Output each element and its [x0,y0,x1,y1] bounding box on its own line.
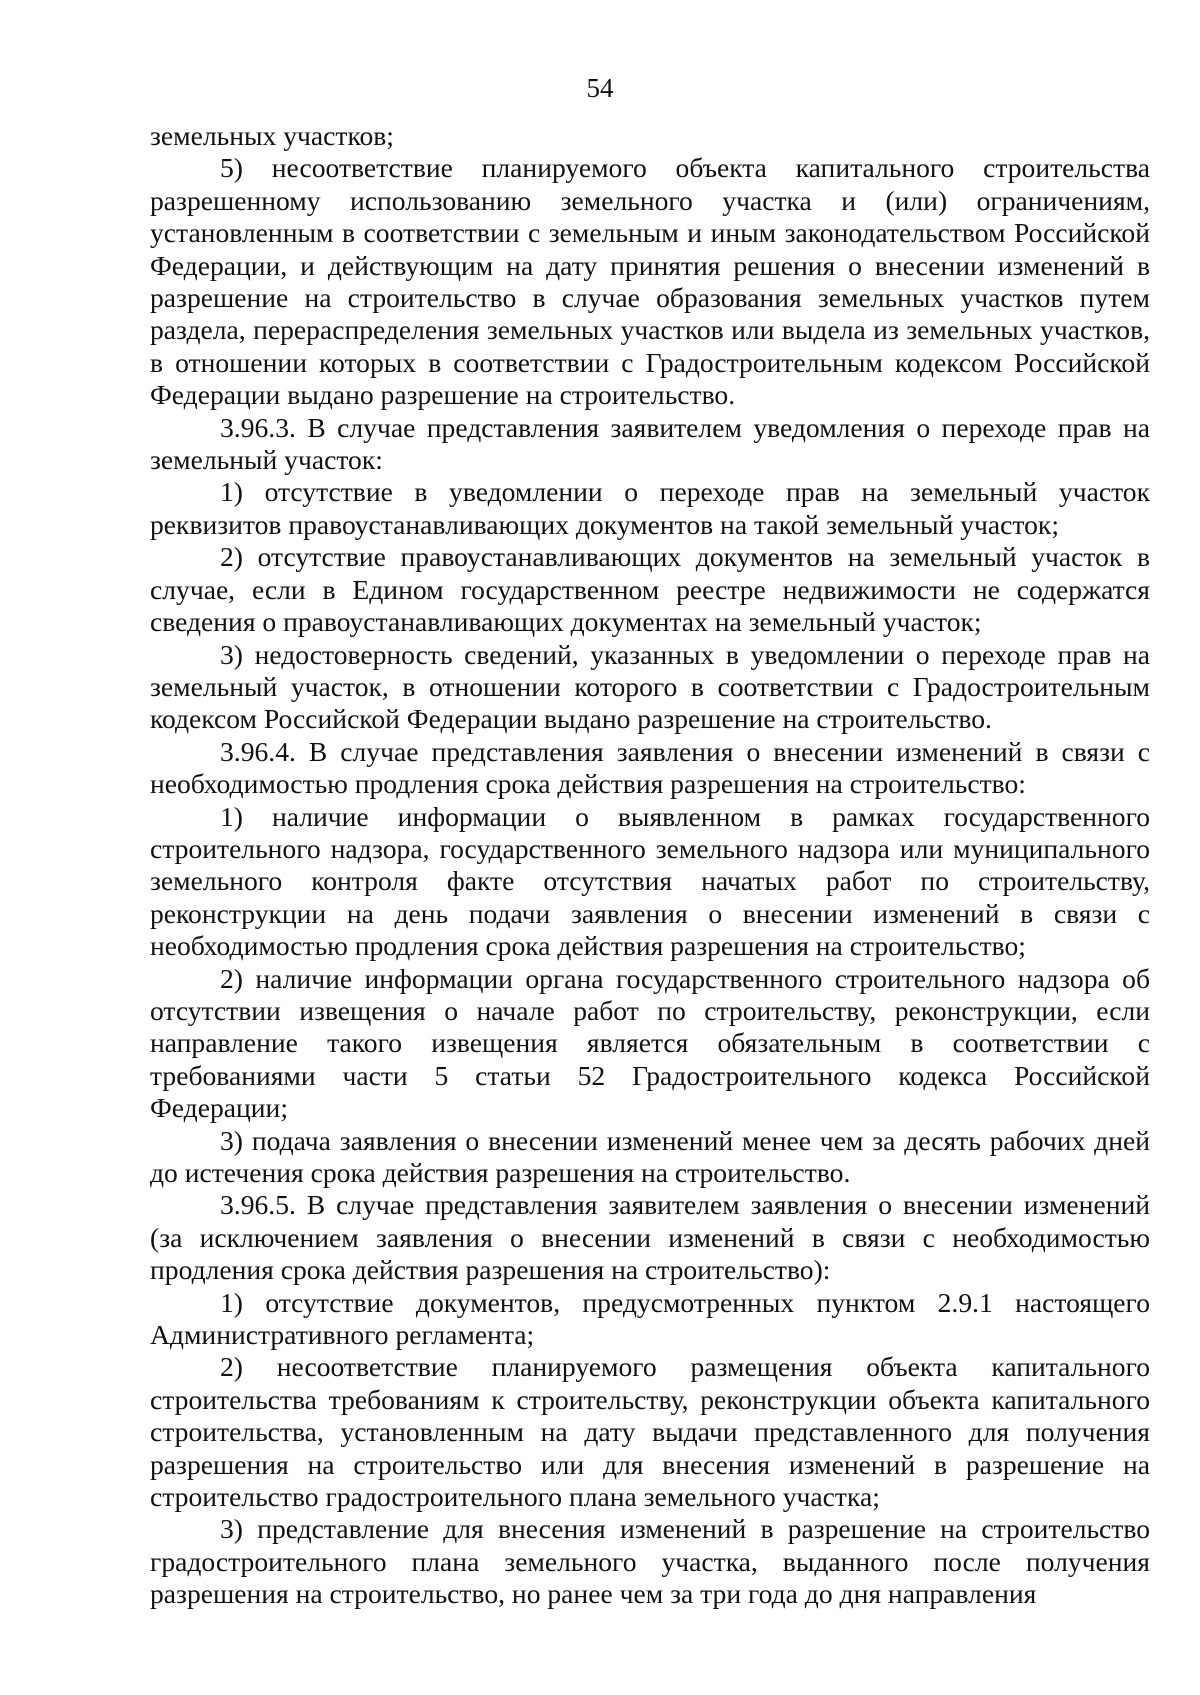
page-number: 54 [586,73,614,103]
paragraph: 2) несоответствие планируемого размещения объекта капитального строительства требованиям к строительству, реконструкции объекта капитального строительства, установленным на дату выдачи представленного для получения разрешения на строительство или для внесения изменений в разрешение на строительство градостроительного плана земельного участка; [150,1351,1150,1513]
paragraph: 3) представление для внесения изменений в разрешение на строительство градостроительного плана земельного участка, выданного после получения разрешения на строительство, но ранее чем за три года до дня направления [150,1513,1150,1610]
paragraph: 1) отсутствие в уведомлении о переходе прав на земельный участок реквизитов правоустанавливающих документов на такой земельный участок; [150,476,1150,540]
paragraph: 3.96.3. В случае представления заявителем уведомления о переходе прав на земельный участок: [150,411,1150,476]
paragraph: 3.96.4. В случае представления заявления о внесении изменений в связи с необходимостью продления срока действия разрешения на строительство: [150,735,1150,800]
paragraph: 2) наличие информации органа государственного строительного надзора об отсутствии извещения о начале работ по строительству, реконструкции, если направление такого извещения является обязательным в соответствии с требованиями части 5 статьи 52 Градостроительного кодекса Российской Федерации; [150,962,1150,1124]
document-body [150,120,1150,1611]
paragraph: 3) подача заявления о внесении изменений менее чем за десять рабочих дней до истечения срока действия разрешения на строительство. [150,1124,1150,1188]
paragraph: 1) отсутствие документов, предусмотренных пунктом 2.9.1 настоящего Административного регламента; [150,1286,1150,1351]
paragraph: 3) недостоверность сведений, указанных в уведомлении о переходе прав на земельный участок, в отношении которого в соответствии с Градостроительным кодексом Российской Федерации выдано разрешение на строительство. [150,638,1150,735]
paragraph: земельных участков; [150,120,394,151]
paragraph: 2) отсутствие правоустанавливающих документов на земельный участок в случае, если в Едином государственном реестре недвижимости не содержатся сведения о правоустанавливающих документах на земельный участок; [150,541,1150,638]
paragraph: 5) несоответствие планируемого объекта капитального строительства разрешенному использованию земельного участка и (или) ограничениям, установленным в соответствии с земельным и иным законодательством Российской Федерации, и действующим на дату принятия решения о внесении изменений в разрешение на строительство в случае образования земельных участков путем раздела, перераспределения земельных участков или выдела из земельных участков, в отношении которых в соответствии с Градостроительным кодексом Российской Федерации выдано разрешение на строительство. [150,152,1150,411]
paragraph: 1) наличие информации о выявленном в рамках государственного строительного надзора, государственного земельного надзора или муниципального земельного контроля факте отсутствия начатых работ по строительству, реконструкции на день подачи заявления о внесении изменений в связи с необходимостью продления срока действия разрешения на строительство; [150,800,1150,962]
paragraph: 3.96.5. В случае представления заявителем заявления о внесении изменений (за исключением заявления о внесении изменений в связи с необходимостью продления срока действия разрешения на строительство): [150,1189,1150,1286]
